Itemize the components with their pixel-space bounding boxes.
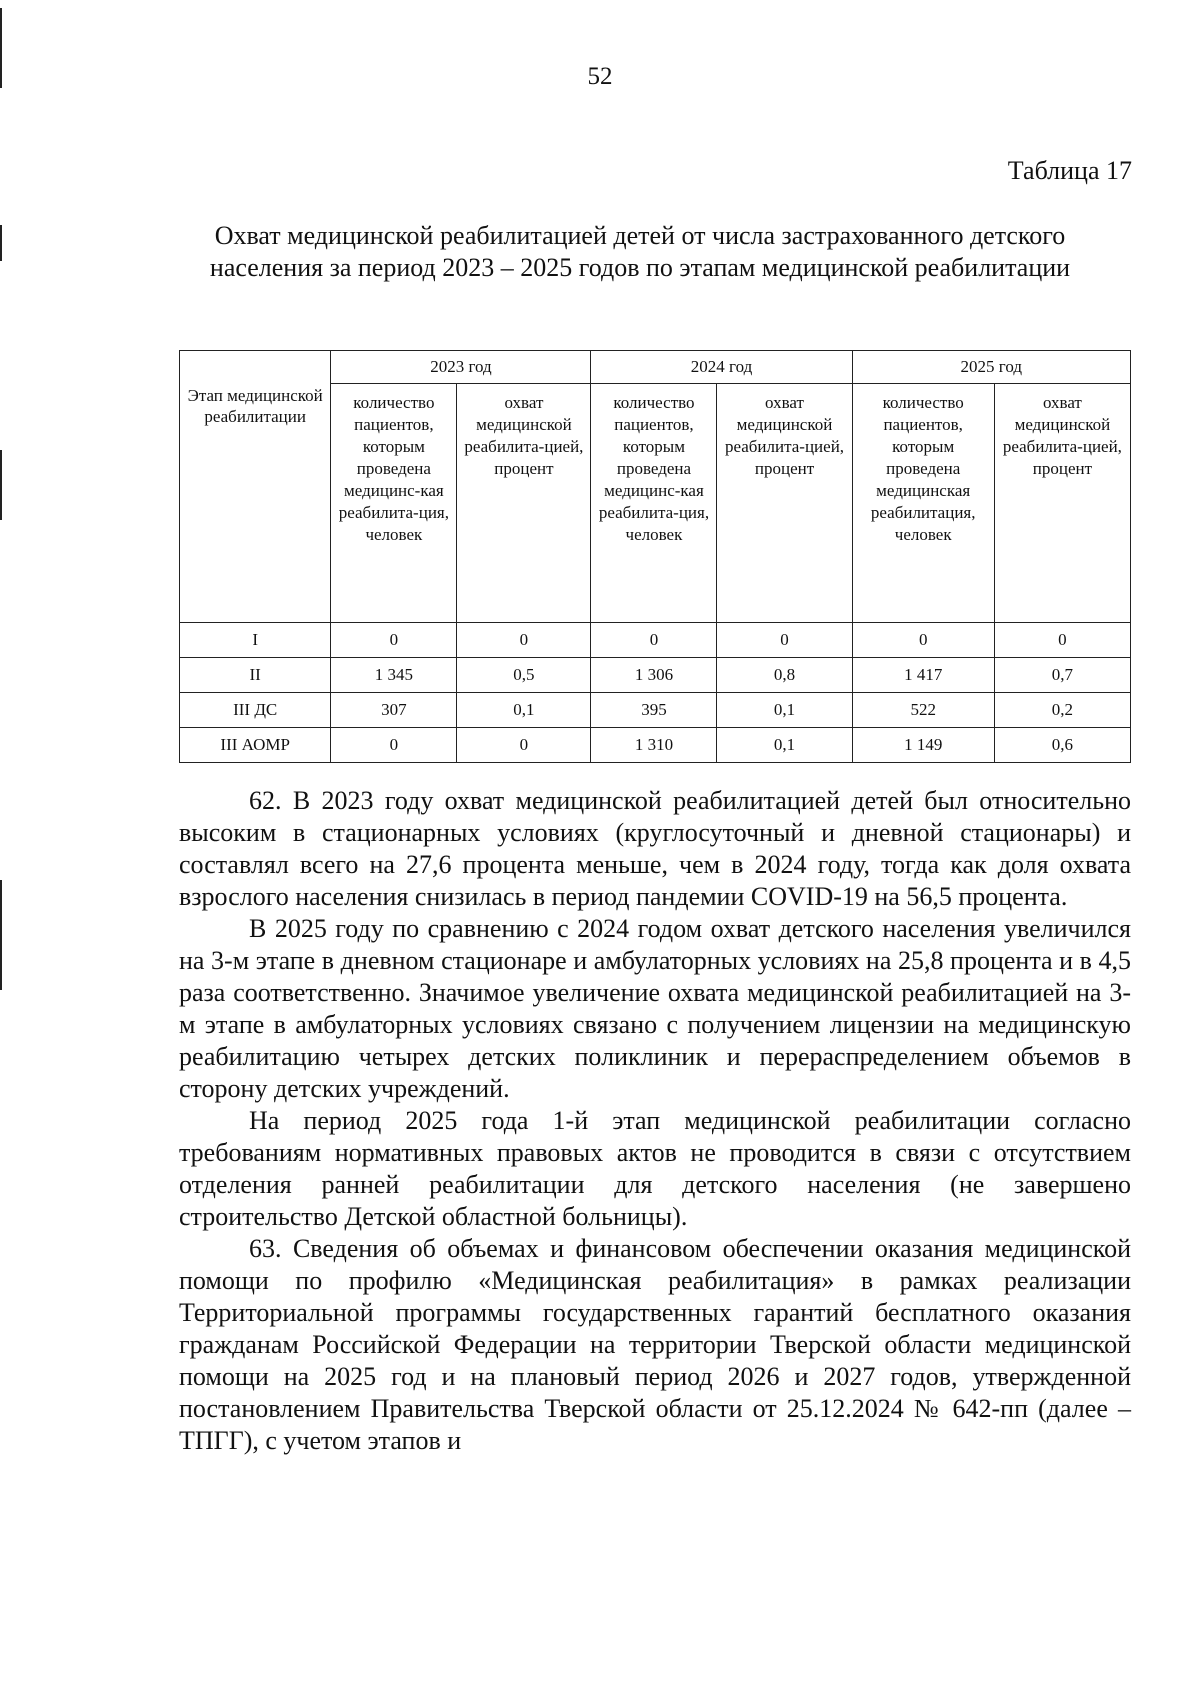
paragraph: 63. Сведения об объемах и финансовом обеспечении оказания медицинской помощи по профилю «Медицинская реабилитация» в рамках реализации Территориальной программы государственных гарантий бесплатного оказания гражданам Российской Федерации на территории Тверской области медицинской помощи на 2025 год и на плановый период 2026 и 2027 годов, утвержденной постановлением Правительства Тверской области от 25.12.2024 № 642-пп (далее – ТПГГ), с учетом этапов и — [179, 1234, 1131, 1455]
table-cell: 0 — [457, 728, 591, 763]
patients-count-header: количество пациентов, которым проведена медицинская реабилитация, человек — [852, 384, 994, 623]
year-header-2025: 2025 год — [852, 351, 1130, 384]
table-cell: 0 — [717, 623, 852, 658]
table-cell: 1 310 — [591, 728, 717, 763]
year-header-2023: 2023 год — [331, 351, 591, 384]
table-cell: 0,7 — [994, 658, 1130, 693]
table-caption: Охват медицинской реабилитацией детей от числа застрахованного детского населения за период 2023 – 2025 годов по этапам медицинской реабилитации — [209, 221, 1071, 282]
scan-edge-mark — [0, 450, 2, 520]
coverage-percent-header: охват медицинской реабилита-цией, процент — [457, 384, 591, 623]
stage-cell: I — [180, 623, 331, 658]
table-cell: 0 — [994, 623, 1130, 658]
scan-edge-mark — [0, 880, 2, 990]
table-cell: 0,1 — [457, 693, 591, 728]
table-cell: 1 306 — [591, 658, 717, 693]
patients-count-header: количество пациентов, которым проведена медицинс-кая реабилита-ция, человек — [331, 384, 457, 623]
scan-edge-mark — [0, 225, 2, 261]
rehabilitation-coverage-table — [179, 350, 1131, 763]
patients-count-header: количество пациентов, которым проведена медицинс-кая реабилита-ция, человек — [591, 384, 717, 623]
table-cell: 0,1 — [717, 728, 852, 763]
table-cell: 0,6 — [994, 728, 1130, 763]
year-header-2024: 2024 год — [591, 351, 852, 384]
stage-column-header: Этап медицинской реабилитации — [180, 351, 331, 623]
table-cell: 0 — [457, 623, 591, 658]
table-cell: 0 — [331, 623, 457, 658]
table-cell: 0 — [331, 728, 457, 763]
stage-cell: III АОМР — [180, 728, 331, 763]
table-cell: 0,8 — [717, 658, 852, 693]
table-cell: 1 149 — [852, 728, 994, 763]
stage-cell: III ДС — [180, 693, 331, 728]
table-cell: 522 — [852, 693, 994, 728]
paragraph: 62. В 2023 году охват медицинской реабилитацией детей был относительно высоким в стационарных условиях (круглосуточный и дневной стационары) и составлял всего на 27,6 процента меньше, чем в 2024 году, тогда как доля охвата взрослого населения снизилась в период пандемии COVID-19 на 56,5 процента. — [179, 786, 1131, 911]
table-cell: 0 — [852, 623, 994, 658]
table-cell: 1 417 — [852, 658, 994, 693]
paragraph: В 2025 году по сравнению с 2024 годом охват детского населения увеличился на 3-м этапе в дневном стационаре и амбулаторных условиях на 25,8 процента и в 4,5 раза соответственно. Значимое увеличение охвата медицинской реабилитацией на 3-м этапе в амбулаторных условиях связано с получением лицензии на медицинскую реабилитацию четырех детских поликлиник и перераспределением объемов в сторону детских учреждений. — [179, 914, 1131, 1103]
page-number: 52 — [587, 63, 613, 90]
table-cell: 395 — [591, 693, 717, 728]
table-row — [180, 728, 1131, 763]
stage-cell: II — [180, 658, 331, 693]
table-header-row — [180, 351, 1131, 384]
table-label: Таблица 17 — [1007, 156, 1132, 185]
table-cell: 0 — [591, 623, 717, 658]
table-row — [180, 693, 1131, 728]
table-row — [180, 658, 1131, 693]
table-cell: 307 — [331, 693, 457, 728]
coverage-percent-header: охват медицинской реабилита-цией, процент — [994, 384, 1130, 623]
table-cell: 0,2 — [994, 693, 1130, 728]
body-text — [179, 785, 1131, 1457]
table-cell: 0,5 — [457, 658, 591, 693]
table-cell: 1 345 — [331, 658, 457, 693]
paragraph: На период 2025 года 1-й этап медицинской реабилитации согласно требованиям нормативных правовых актов не проводится в связи с отсутствием отделения ранней реабилитации для детского населения (не завершено строительство Детской областной больницы). — [179, 1106, 1131, 1231]
coverage-percent-header: охват медицинской реабилита-цией, процент — [717, 384, 852, 623]
table-cell: 0,1 — [717, 693, 852, 728]
table-row — [180, 623, 1131, 658]
